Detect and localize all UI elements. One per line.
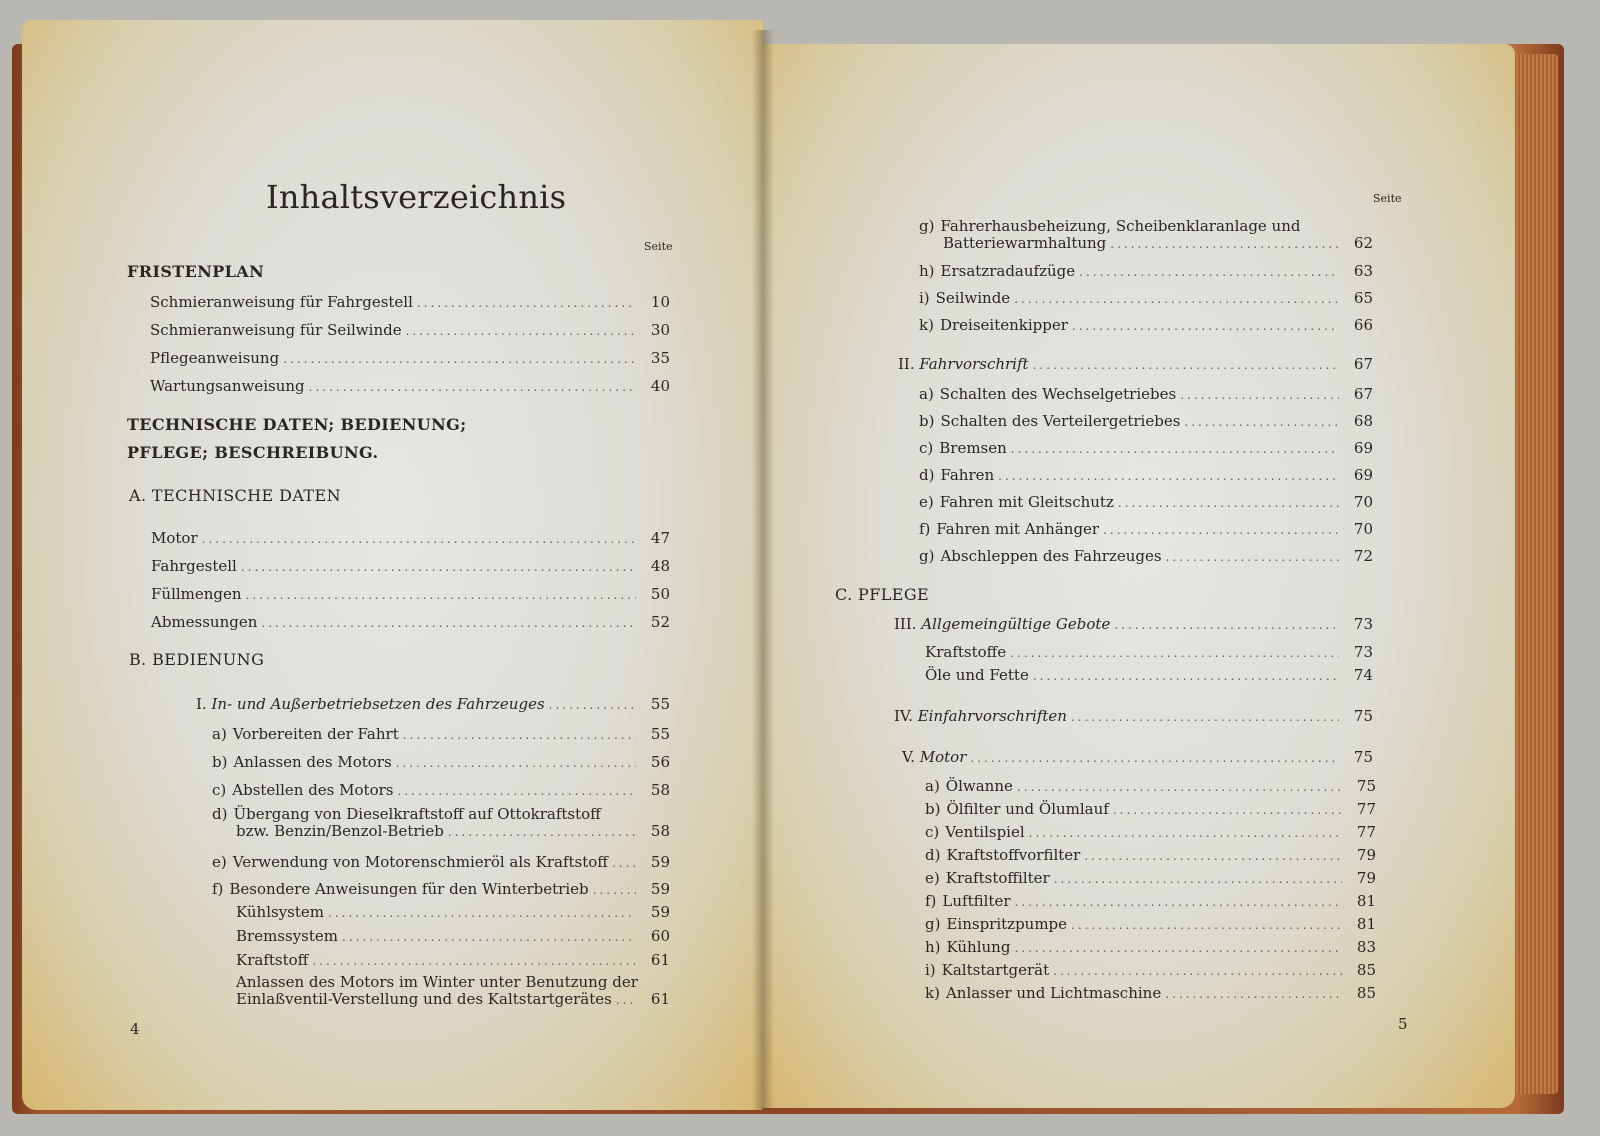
toc-entry-page: 68 [1353,412,1373,430]
toc-entry-page: 47 [650,529,670,547]
toc-entry[interactable] [925,801,1376,819]
toc-entry-label: Kraftstoffilter [945,869,1050,887]
section-heading-pflege: PFLEGE; BESCHREIBUNG. [127,443,379,462]
toc-entry-page: 74 [1353,666,1373,684]
toc-entry-label: Fahren mit Gleitschutz [939,493,1114,511]
toc-entry-page: 69 [1353,466,1373,484]
toc-entry-page: 67 [1353,355,1373,373]
toc-entry[interactable] [919,290,1373,308]
entry-letter: c) [919,439,934,457]
toc-entry-label: Kaltstartgerät [941,961,1050,979]
toc-entry-page: 72 [1353,547,1373,565]
toc-entry-page: 65 [1353,289,1373,307]
toc-entry-label: Besondere Anweisungen für den Winterbetrieb [229,880,589,898]
toc-entry-page: 63 [1353,262,1373,280]
toc-entry-label-line1: Anlassen des Motors im Winter unter Benutzung der [236,973,638,991]
toc-entry-page: 30 [650,321,670,339]
toc-entry-page: 59 [650,880,670,898]
section-heading-b: B. BEDIENUNG [129,650,265,669]
toc-entry[interactable] [236,904,670,922]
entry-letter: k) [925,984,940,1002]
toc-entry-label: Öle und Fette [925,666,1029,684]
entry-letter: d) [919,466,935,484]
toc-chapter-3[interactable] [894,616,1373,634]
toc-list-ch2 [919,386,1373,566]
toc-entry-f[interactable] [212,881,670,899]
toc-entry[interactable] [212,782,670,800]
toc-entry-label: Abmessungen [151,613,258,631]
toc-entry[interactable] [919,548,1373,566]
toc-entry-label: Kraftstoff [236,951,309,969]
toc-entry-d[interactable] [212,806,670,841]
entry-letter: a) [919,385,934,403]
toc-entry[interactable] [919,521,1373,539]
entry-letter: k) [919,316,934,334]
toc-entry[interactable] [925,962,1376,980]
toc-entry-page: 35 [650,349,670,367]
entry-letter: d) [212,805,228,823]
toc-entry-page: 73 [1353,615,1373,633]
toc-entry-label: Ölfilter und Ölumlauf [946,800,1109,818]
toc-entry-page: 52 [650,613,670,631]
toc-entry-page: 77 [1356,823,1376,841]
toc-entry-page: 75 [1353,707,1373,725]
toc-entry-label-line1: Übergang von Dieselkraftstoff auf Ottokraftstoff [233,805,601,823]
toc-entry-page: 58 [650,781,670,799]
toc-entry-label: Abstellen des Motors [232,781,394,799]
chapter-numeral: IV. [894,707,913,725]
toc-entry-label: Schalten des Wechselgetriebes [939,385,1177,403]
toc-entry-page: 70 [1353,520,1373,538]
toc-entry[interactable] [925,824,1376,842]
toc-entry-page: 61 [650,990,670,1008]
chapter-numeral: III. [894,615,917,633]
toc-entry-page: 58 [650,822,670,840]
toc-entry[interactable] [151,558,670,576]
toc-entry-label-line2: bzw. Benzin/Benzol-Betrieb [236,822,444,840]
entry-letter: g) [919,547,935,565]
entry-letter: f) [212,880,224,898]
toc-entry-label: Ventilspiel [945,823,1025,841]
toc-entry-label: Verwendung von Motorenschmieröl als Kraftstoff [232,853,608,871]
toc-entry[interactable] [151,530,670,548]
chapter-label: Allgemeingültige Gebote [921,615,1111,633]
toc-entry-page: 79 [1356,846,1376,864]
page-number: 5 [1398,1015,1408,1033]
toc-entry-label: Kühlsystem [236,903,324,921]
toc-entry-label: Fahren mit Anhänger [936,520,1100,538]
toc-entry[interactable] [150,294,670,312]
entry-letter: a) [212,725,227,743]
toc-entry-label: Ölwanne [945,777,1013,795]
toc-entry-page: 85 [1356,961,1376,979]
toc-entry-page: 73 [1353,643,1373,661]
toc-entry-page: 60 [650,927,670,945]
section-heading-technische-daten: TECHNISCHE DATEN; BEDIENUNG; [127,415,467,434]
entry-letter: e) [212,853,227,871]
toc-entry-page: 48 [650,557,670,575]
toc-entry[interactable] [919,413,1373,431]
entry-letter: c) [212,781,227,799]
toc-list-top [919,263,1373,335]
toc-entry-page: 85 [1356,984,1376,1002]
toc-entry-label: Wartungsanweisung [150,377,305,395]
toc-entry[interactable] [919,494,1373,512]
toc-entry-label: Fahrgestell [151,557,237,575]
toc-entry-page: 77 [1356,800,1376,818]
toc-entry-label: Luftfilter [942,892,1011,910]
entry-letter: b) [212,753,228,771]
chapter-label: Einfahrvorschriften [917,707,1067,725]
toc-entry[interactable] [150,350,670,368]
toc-entry-label: Pflegeanweisung [150,349,280,367]
toc-entry[interactable] [925,893,1376,911]
toc-entry-page: 62 [1353,234,1373,252]
toc-entry[interactable] [925,778,1376,796]
toc-entry-page: 10 [650,293,670,311]
toc-entry[interactable] [919,317,1373,335]
toc-entry[interactable] [919,263,1373,281]
entry-letter: b) [919,412,935,430]
toc-list-fristenplan [150,294,670,396]
toc-entry-label: Fahren [940,466,995,484]
toc-chapter-2[interactable] [898,356,1373,374]
toc-entry-page: 83 [1356,938,1376,956]
entry-letter: a) [925,777,940,795]
toc-entry[interactable] [919,386,1373,404]
chapter-numeral: II. [898,355,915,373]
page-title: Inhaltsverzeichnis [266,178,567,216]
entry-letter: i) [925,961,936,979]
toc-list-a [151,530,670,632]
toc-entry-g-top[interactable] [919,218,1373,253]
toc-list-ch3 [925,644,1373,685]
book-page-edges [1508,54,1558,1094]
toc-entry-label: Bremsen [939,439,1007,457]
entry-letter: b) [925,800,941,818]
entry-letter: c) [925,823,940,841]
toc-entry-label-line1: Fahrerhausbeheizung, Scheibenklaranlage und [940,217,1301,235]
toc-entry-label: Anlasser und Lichtmaschine [945,984,1162,1002]
toc-entry[interactable] [151,586,670,604]
entry-letter: i) [919,289,930,307]
toc-chapter-1[interactable] [196,696,670,714]
toc-entry-label: Schmieranweisung für Seilwinde [150,321,402,339]
toc-entry-page: 67 [1353,385,1373,403]
toc-entry-label: Abschleppen des Fahrzeuges [940,547,1162,565]
toc-entry[interactable] [150,378,670,396]
toc-entry[interactable] [212,726,670,744]
toc-entry[interactable] [151,614,670,632]
toc-entry-page: 75 [1356,777,1376,795]
toc-entry-e[interactable] [212,854,670,872]
toc-list-ch5 [925,778,1376,1003]
entry-letter: g) [925,915,941,933]
chapter-numeral: V. [902,748,915,766]
toc-entry-page: 75 [1353,748,1373,766]
toc-entry-page: 59 [650,903,670,921]
toc-chapter-4[interactable] [894,708,1373,726]
toc-entry-label: Schmieranweisung für Fahrgestell [150,293,413,311]
toc-entry[interactable] [925,870,1376,888]
toc-entry-page: 55 [650,695,670,713]
toc-entry[interactable] [919,467,1373,485]
entry-letter: h) [925,938,941,956]
section-heading-a: A. TECHNISCHE DATEN [129,486,341,505]
toc-entry-label: Füllmengen [151,585,242,603]
entry-letter: f) [919,520,931,538]
toc-chapter-5[interactable] [902,749,1373,767]
toc-entry-page: 59 [650,853,670,871]
seite-label: Seite [644,240,673,253]
toc-entry[interactable] [925,847,1376,865]
toc-entry[interactable] [925,916,1376,934]
toc-entry-label: Anlassen des Motors [233,753,392,771]
toc-entry-label: Bremssystem [236,927,338,945]
toc-entry-label: Motor [151,529,198,547]
toc-entry-label-line2: Batteriewarmhaltung [943,234,1107,252]
toc-entry-page: 55 [650,725,670,743]
toc-entry[interactable] [236,928,670,946]
toc-entry-label: Kraftstoffe [925,643,1007,661]
left-page [22,20,763,1110]
toc-sublist-winter [236,904,670,970]
toc-entry[interactable] [925,985,1376,1003]
toc-entry-page: 69 [1353,439,1373,457]
toc-entry[interactable] [236,952,670,970]
section-heading-fristenplan: FRISTENPLAN [127,262,265,281]
toc-entry-label: Kraftstoffvorfilter [946,846,1081,864]
toc-entry[interactable] [925,939,1376,957]
chapter-label: Fahrvorschrift [919,355,1029,373]
toc-entry-label: Seilwinde [935,289,1011,307]
entry-letter: f) [925,892,937,910]
chapter-label: Motor [919,748,967,766]
toc-entry-label: Ersatzradaufzüge [940,262,1076,280]
toc-entry-page: 66 [1353,316,1373,334]
toc-entry-page: 56 [650,753,670,771]
toc-entry-page: 40 [650,377,670,395]
toc-list-b [212,726,670,800]
chapter-numeral: I. [196,695,207,713]
section-heading-c: C. PFLEGE [835,585,930,604]
toc-entry[interactable] [212,754,670,772]
seite-label: Seite [1373,192,1402,205]
toc-entry[interactable] [925,644,1373,662]
entry-letter: e) [925,869,940,887]
entry-letter: h) [919,262,935,280]
toc-entry-page: 81 [1356,892,1376,910]
toc-entry-label-line2: Einlaßventil-Verstellung und des Kaltstartgerätes [236,990,612,1008]
toc-entry-label: Kühlung [946,938,1011,956]
toc-entry-page: 70 [1353,493,1373,511]
toc-entry-label: Einspritzpumpe [946,915,1068,933]
toc-entry[interactable] [150,322,670,340]
toc-entry-label: Schalten des Verteilergetriebes [940,412,1181,430]
toc-entry[interactable] [919,440,1373,458]
toc-entry-label: Vorbereiten der Fahrt [232,725,399,743]
right-page [763,44,1515,1108]
entry-letter: d) [925,846,941,864]
toc-entry-page: 61 [650,951,670,969]
toc-entry-page: 81 [1356,915,1376,933]
page-number: 4 [130,1020,140,1038]
toc-entry[interactable] [925,667,1373,685]
toc-entry-page: 79 [1356,869,1376,887]
entry-letter: e) [919,493,934,511]
chapter-label: In- und Außerbetriebsetzen des Fahrzeuges [211,695,545,713]
toc-entry-page: 50 [650,585,670,603]
toc-entry-label: Dreiseitenkipper [939,316,1068,334]
entry-letter: g) [919,217,935,235]
toc-entry-winter-start[interactable] [236,974,670,1009]
